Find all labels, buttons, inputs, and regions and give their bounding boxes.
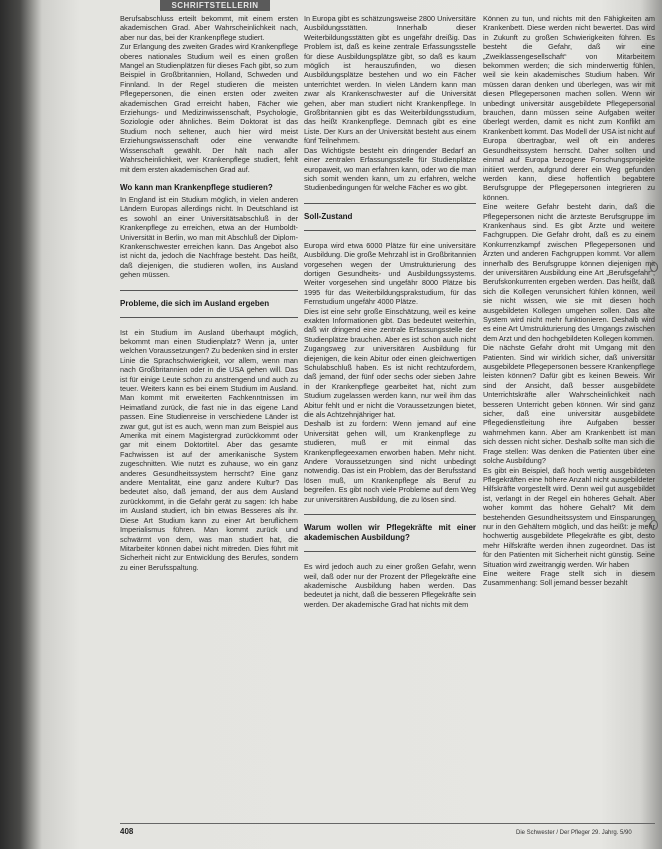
binding-hole-mark (650, 262, 658, 272)
section-header: SCHRIFTSTELLERIN (160, 0, 270, 11)
paragraph: Zur Erlangung des zweiten Grades wird Krankenpflege oberes nationales Studium weil es einen großen Mangel an Studienplätzen für dieses Fach gibt, so zum Beispiel in Großbritannien, Holland, Schweden und Finnland. In der Regel studieren die meisten Pflegepersonen, die einen ersten oder zweiten akademischen Grad erreicht haben, Fächer wie Erziehungs- und Medizinwissenschaft, Psychologie, Soziologie oder ähnliches. Beim Doktorat ist das Studium noch seltener, auch hier wird meist Erziehungswissenschaft oder eine verwandte Wissenschaft gewählt. Der hält nach aller Wahrscheinlichkeit, wer Krankenpflege studiert, fehlt mit dem ersten akademischen Grad auf. (120, 42, 298, 174)
paragraph: Europa wird etwa 6000 Plätze für eine universitäre Ausbildung. Die große Mehrzahl ist in Großbritannien vorgesehen wegen der Umstrukturierung des dortigen Gesundheits- und Ausbildungssystems. Weiter vorgesehen sind ungefähr 8000 Plätze bis 1995 für das Weiterbildungsprakstudium, für das Fernstudium ungefähr 4000 Plätze. (304, 240, 476, 307)
paragraph: Berufsabschluss erteilt bekommt, mit einem ersten akademischen Grad. Aber Wahrscheinlichkeit nach, aber nur das, bei der Krankenpflege studiert. (120, 14, 298, 42)
binding-hole-mark (650, 520, 658, 530)
paragraph: Ist ein Studium im Ausland überhaupt möglich, bekommt man einen Studienplatz? Wenn ja, unter welchen Voraussetzungen? Zu bedenken sind in erster Linie die Sprachschwierigkeit, vor allem, wenn man nach Großbritannien oder in die USA gehen will. Das ist für einige Leute schon zu anstrengend und auch zu teuer. Weiters kann es bei einem Studium im Ausland. Man kommt mit erweiterten Fachkenntnissen im Heimatland zurück, die fast nie in das eigene Land passen. Eine Studienreise in verschiedene Länder ist zwar gut, gut ist es auch, wenn man zum Beispiel aus Amerika mit einem Magistergrad zurückkommt oder gar mit einem Doktortitel. Aber das gesamte Fachwissen ist auf der amerikanische System zugeschnitten. Wie nutzt es zuhause, wo ein ganz anderes Gesundheitssystem herrscht? Eine ganz andere Mentalität, eine ganz andere Kultur? Das bedeutet also, daß jemand, der aus dem Ausland zurückkommt, in die Gefahr gerät zu sagen: Ich habe im Ausland studiert, ich bin etwas Besseres als ihr. Diese Art Studium kann zu einer Art beruflichem Imperialismus führen. Man kommt zurück und schwärmt von dem, was man studiert hat, die Mitarbeiter können dabei nicht mitreden. Dies führt mit Sicherheit nicht zur Entwicklung des Berufes, sondern zu einer Berufsspaltung. (120, 327, 298, 572)
paragraph: Deshalb ist zu fordern: Wenn jemand auf eine Universität gehen will, um Krankenpflege zu studieren, muß er mit einmal das Krankenpflegeexamen erworben haben. Mehr nicht. Andere Voraussetzungen sind nicht unbedingt notwendig. Das ist ein Problem, das der Berufsstand lösen muß, um Krankenpflege als Beruf zu begreifen. Es gibt noch viele Probleme auf dem Weg zur universitären Ausbildung, die zu lösen sind. (304, 419, 476, 504)
paragraph: Es gibt ein Beispiel, daß hoch wertig ausgebildeten Pflegekräften eine höhere Anzahl nicht ausgebildeter Hilfskräfte vorgestellt wird. Denn weil gut ausgebildet ist, verlangt in der Regel ein höheres Gehalt. Aber woher kommt das höhere Gehalt? Mit dem bestehenden Gesundheitssystem und Einsparungen nur in den Gehältern möglich, und das heißt: je mehr hochwertig ausgebildete Pflegekräfte es gibt, desto mehr Hilfskräfte werden ihnen zugeordnet. Das ist für den Patienten mit Sicherheit nicht günstig. Seine Situation wird zweitrangig werden. Wir haben (483, 465, 655, 569)
paragraph: Die nächste Gefahr droht mit Umgang mit den Patienten. Sind wir wirklich sicher, daß universitär ausgebildete Pflegepersonen bessere Krankenpflege leisten können? Dafür gibt es keinen Beweis. Wir sind der Ansicht, daß besser ausgebildete Unterrichtskräfte aller Wahrscheinlichkeit nach besseren Unterricht geben können. Wir sind ganz sicher, daß eine universitär ausgebildete Pflegedienstleitung ihre Aufgaben besser wahrnehmen kann. Aber am Krankenbett ist man sich dessen nicht sicher. Deshalb sollte man sich die Frage stellen: Was denken die Patienten über eine solche Ausbildung? (483, 343, 655, 466)
column-right (483, 14, 655, 588)
paragraph: Das Wichtigste besteht ein dringender Bedarf an einer zentralen Erfassungsstelle für Studienplätze europaweit, wo man erfahren kann, oder wo die man sich somit wenden kann, um zu erfahren, welche Studienbedingungen für welche Fächer es wo gibt. (304, 145, 476, 193)
column-middle (304, 14, 476, 609)
paragraph: Es wird jedoch auch zu einer großen Gefahr, wenn weil, daß oder nur der Prozent der Pflegekräfte eine akademische Ausbildung haben werden. Das bedeutet ja nicht, daß die besseren Pflegekräfte sein werden. Der akademische Grad hat nichts mit dem (304, 562, 476, 609)
boxed-section-heading: Soll-Zustand (304, 203, 476, 231)
paragraph: Eine weitere Frage stellt sich in diesem Zusammenhang: Soll jemand besser bezahlt (483, 568, 655, 588)
paragraph: Können zu tun, und nichts mit den Fähigkeiten am Krankenbett. Diese werden nicht bewertet. Das wird in Zukunft zu großen Schwierigkeiten führen. Es besteht die Gefahr, daß wir eine „Zweiklassengesellschaft“ von Mitarbeitern bekommen werden; die sich minderwertig fühlen, weil sie kein akademisches Studium haben. Wir müssen daran denken und überlegen, was wir mit diesen Pflegepersonen machen sollen. Wenn wir unbedingt universitär ausgebildete Pflegepersonal brauchen, dann müssen seine Aufgaben weiter überlegt werden, damit es nicht zum Konflikt am Krankenbett kommt. Das Modell der USA ist nicht auf Europa übertragbar, weil oft ein anderes Gesundheitssystem herrscht. Daher sollten und einmal auf Europa bezogene Forschungsprojekte initiiert werden, aufgrund derer ein Weg gefunden werden kann, diese hoffentlich begabtere Berufsgruppe der Pflegepersonen integrieren zu können. (483, 14, 655, 202)
paragraph: In England ist ein Studium möglich, in vielen anderen Ländern Europas allerdings nicht. In Deutschland ist es sowohl an einer Universitätsabschluß in der Krankenpflege zu erreichen, etwa an der Humboldt-Universität in Berlin, wo man mit Abschluß der Diplom-Krankenschwester erreichen kann. Das Angebot also ist nicht da, jedoch die Nachfrage besteht. Das heißt, daß diejenigen, die studieren wollen, ins Ausland gehen müssen. (120, 194, 298, 280)
paragraph: Eine weitere Gefahr besteht darin, daß die Pflegepersonen nicht die ärzteste Berufsgruppe im Krankenhaus sind. Es gibt Ärzte und weitere Fachgruppen. Die Gefahr droht, daß es zu einem Konkurrenzkampf zwischen Pflegepersonen und Ärzten und anderen Fachgruppen kommt. Vor allem innerhalb des Berufsgruppe können diejenigen mit der universitären Ausbildung eine Art „Berufsgefahr“, Berufskonkurrenten ergeben werden. Das heißt, daß sich die Kollegen verunsichert fühlen können, weil sie nicht wissen, wie sie mit diesen hoch ausgebildeten Kollegen umgehen sollen. Das alte System wird nicht mehr funktionieren. Deshalb wird es eine Art Umstrukturierung des Umgangs zwischen dem Arzt und den hochgebildeten Kollegen kommen. (483, 202, 655, 343)
paragraph: Dies ist eine sehr große Einschätzung, weil es keine exakten Informationen gibt. Das bedeutet weiterhin, daß wir dringend eine zentrale Erfassungsstelle der Studienplätze brauchen. Aber es ist schon auch nicht Zugangsweg zur universitären Ausbildung für diejenigen, die kein Abitur oder einen gleichwertigen Schulabschluß haben. Es ist nicht rechtzufordern, daß jemand, der fünf oder sechs oder sieben Jahre in der Krankenpflege gearbeitet hat, nicht zum Studium zugelassen werden kann, nur weil ihm das Abitur fehlt und er nicht die Voraussetzungen bietet, die als Achtzehnjähriger hat. (304, 306, 476, 420)
footer-rule (120, 823, 655, 824)
paragraph: In Europa gibt es schätzungsweise 2800 Universitäre Ausbildungsstätten. Innerhalb dieser Weiterbildungsstätten gibt es ungefähr dreißig. Das Problem ist, daß es keine zentrale Erfassungsstelle für diese Ausbildungsplätze gibt, so daß es kaum möglich ist herauszufinden, wo diesen Ausbildungsplätze bestehen und wo ein Fächer unterrichtet werden. In vielen Ländern kann man zwar als Krankenschwester auf die Universität gehen, aber man studiert nicht Krankenpflege. In Großbritannien gibt es das Weiterbildungsstudium, das heißt Krankenpflege. Demnach gibt es eine Liste. Der Kurs an der Universität besteht aus einem fünf Teilnehmern. (304, 14, 476, 146)
publication-footer: Die Schwester / Der Pfleger 29. Jahrg. 5/90 (516, 830, 632, 836)
column-left (120, 14, 298, 572)
section-heading: Wo kann man Krankenpflege studieren? (120, 182, 273, 192)
page-number: 408 (120, 827, 134, 836)
boxed-section-heading: Warum wollen wir Pflegekräfte mit einer akademischen Ausbildung? (304, 514, 476, 552)
boxed-section-heading: Probleme, die sich im Ausland ergeben (120, 290, 298, 318)
